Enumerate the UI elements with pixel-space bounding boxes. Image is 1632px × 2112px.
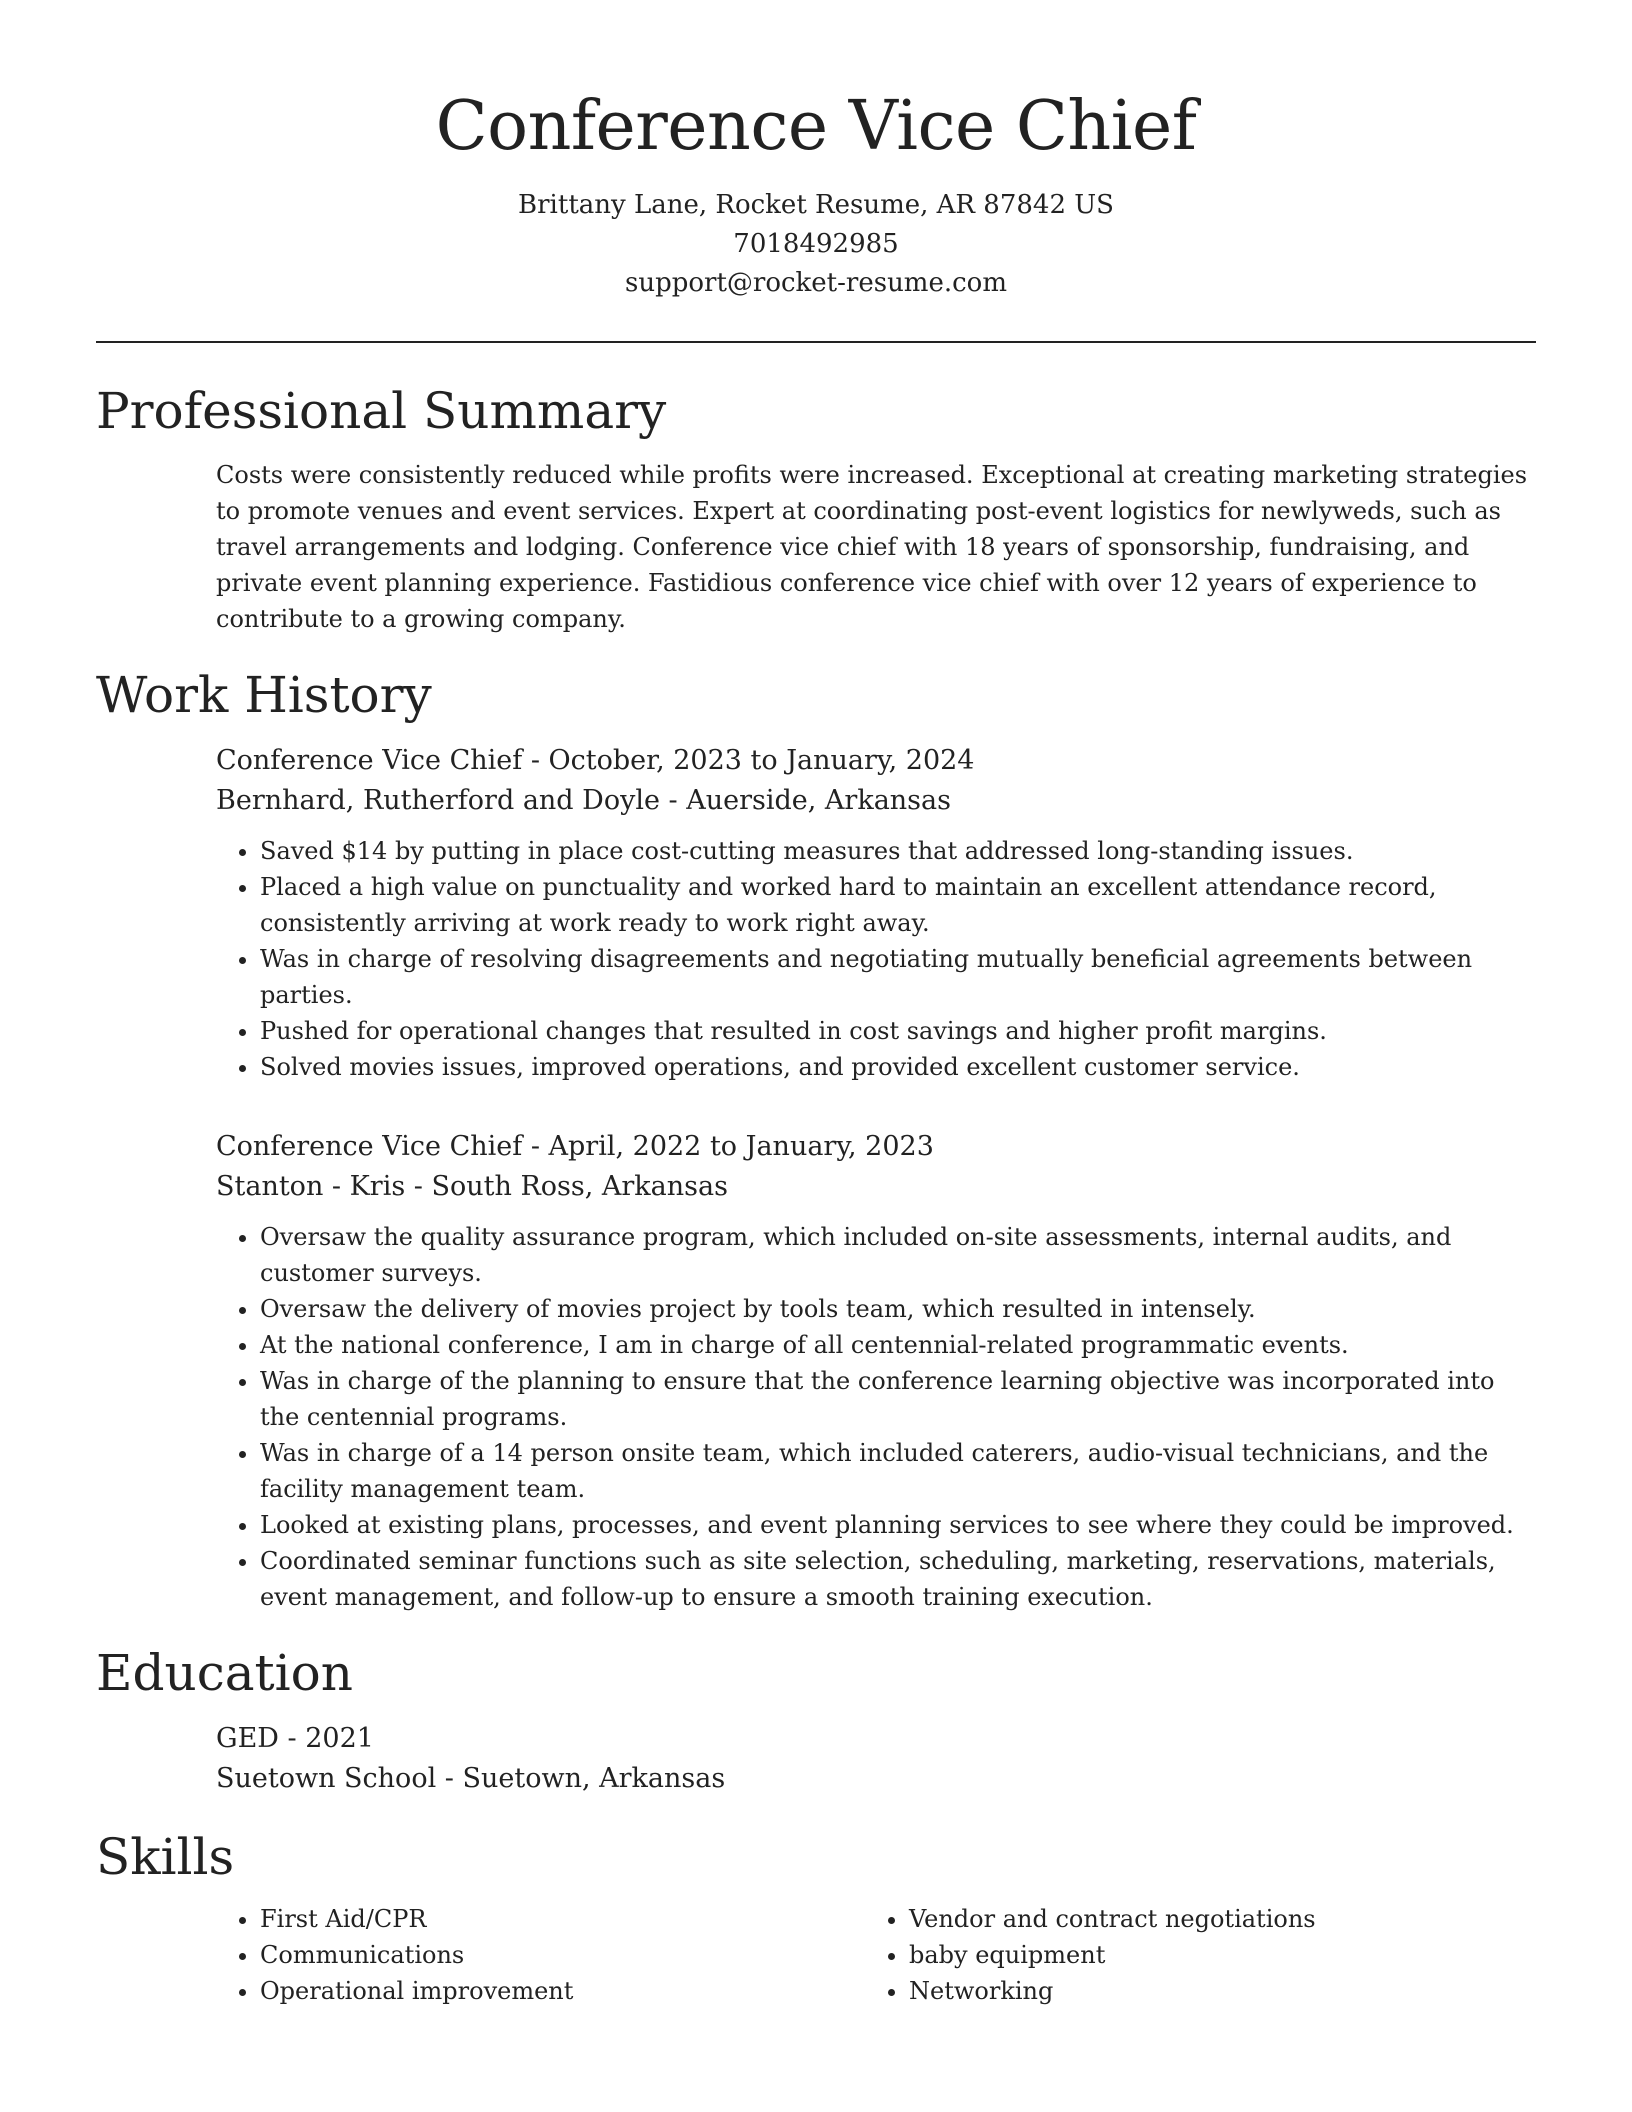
contact-address: Brittany Lane, Rocket Resume, AR 87842 US bbox=[518, 190, 1114, 220]
job-company-line bbox=[216, 781, 1536, 821]
skills-section bbox=[96, 1825, 1536, 2009]
job-company: Bernhard, Rutherford and Doyle bbox=[216, 785, 660, 816]
education-section bbox=[96, 1641, 1536, 1799]
header-divider bbox=[96, 341, 1536, 343]
list-item: • Communications bbox=[260, 1937, 865, 1973]
job-location: - South Ross, Arkansas bbox=[405, 1171, 728, 1202]
job-company-line bbox=[216, 1167, 1536, 1207]
job-title-line bbox=[216, 1127, 1536, 1167]
job-dates: - April, 2022 to January, 2023 bbox=[522, 1131, 934, 1162]
summary-title: Professional Summary bbox=[96, 382, 667, 440]
list-item: • Oversaw the quality assurance program, which included on-site assessments, internal audits, and customer surveys. bbox=[260, 1219, 1536, 1291]
job-title-line bbox=[216, 741, 1536, 781]
list-item: • Oversaw the delivery of movies project by tools team, which resulted in intensely. bbox=[260, 1291, 1536, 1327]
education-school-line bbox=[216, 1759, 1536, 1799]
list-item: • At the national conference, I am in charge of all centennial-related programmatic events. bbox=[260, 1327, 1536, 1363]
list-item: • Was in charge of a 14 person onsite team, which included caterers, audio-visual technicians, and the facility management team. bbox=[260, 1435, 1536, 1507]
summary-text: Costs were consistently reduced while profits were increased. Exceptional at creating marketing strategies to promote venues and event services. Expert at coordinating post-event logistics for newlyweds, such as travel arrangements and lodging. Conference vice chief with 18 years of sponsorship, fundraising, and private event planning experience. Fastidious conference vice chief with over 12 years of experience to contribute to a growing company. bbox=[216, 461, 1528, 633]
summary-section bbox=[96, 379, 1536, 637]
job-entry bbox=[216, 741, 1536, 1085]
education-entry bbox=[216, 1719, 1536, 1799]
education-location: - Suetown, Arkansas bbox=[436, 1763, 726, 1794]
job-role: Conference Vice Chief bbox=[216, 745, 523, 776]
contact-phone: 7018492985 bbox=[733, 229, 899, 259]
list-item: • Was in charge of resolving disagreements and negotiating mutually beneficial agreements between parties. bbox=[260, 941, 1536, 1013]
list-item: • Vendor and contract negotiations bbox=[909, 1901, 1509, 1937]
job-bullets bbox=[216, 1219, 1536, 1615]
work-history-title: Work History bbox=[96, 666, 432, 724]
list-item: • Operational improvement bbox=[260, 1973, 865, 2009]
work-history-section bbox=[96, 663, 1536, 1615]
education-degree-line bbox=[216, 1719, 1536, 1759]
resume-name: Conference Vice Chief bbox=[435, 87, 1197, 166]
job-dates: - October, 2023 to January, 2024 bbox=[522, 745, 975, 776]
list-item: • Placed a high value on punctuality and worked hard to maintain an excellent attendance record, consistently arriving at work ready to work right away. bbox=[260, 869, 1536, 941]
education-school: Suetown School bbox=[216, 1763, 437, 1794]
skills-column-left bbox=[216, 1901, 865, 2009]
education-year: - 2021 bbox=[278, 1723, 374, 1754]
job-location: - Auerside, Arkansas bbox=[659, 785, 951, 816]
job-role: Conference Vice Chief bbox=[216, 1131, 523, 1162]
list-item: • Looked at existing plans, processes, and event planning services to see where they could be improved. bbox=[260, 1507, 1536, 1543]
resume-page bbox=[96, 0, 1536, 2009]
list-item: • Saved $14 by putting in place cost-cutting measures that addressed long-standing issues. bbox=[260, 833, 1536, 869]
skills-column-right bbox=[865, 1901, 1509, 2009]
job-bullets bbox=[216, 833, 1536, 1085]
skills-title: Skills bbox=[96, 1828, 235, 1886]
list-item: • baby equipment bbox=[909, 1937, 1509, 1973]
list-item: • First Aid/CPR bbox=[260, 1901, 865, 1937]
list-item: • Networking bbox=[909, 1973, 1509, 2009]
skills-columns bbox=[216, 1901, 1536, 2009]
list-item: • Pushed for operational changes that resulted in cost savings and higher profit margins. bbox=[260, 1013, 1536, 1049]
contact-info bbox=[96, 186, 1536, 303]
education-title: Education bbox=[96, 1644, 353, 1702]
list-item: • Was in charge of the planning to ensure that the conference learning objective was incorporated into the centennial programs. bbox=[260, 1363, 1536, 1435]
job-entry bbox=[216, 1127, 1536, 1615]
list-item: • Coordinated seminar functions such as site selection, scheduling, marketing, reservations, materials, event management, and follow-up to ensure a smooth training execution. bbox=[260, 1543, 1536, 1615]
education-degree: GED bbox=[216, 1723, 279, 1754]
contact-email: support@rocket-resume.com bbox=[624, 268, 1007, 298]
job-company: Stanton - Kris bbox=[216, 1171, 406, 1202]
list-item: • Solved movies issues, improved operations, and provided excellent customer service. bbox=[260, 1049, 1536, 1085]
resume-header bbox=[96, 0, 1536, 303]
